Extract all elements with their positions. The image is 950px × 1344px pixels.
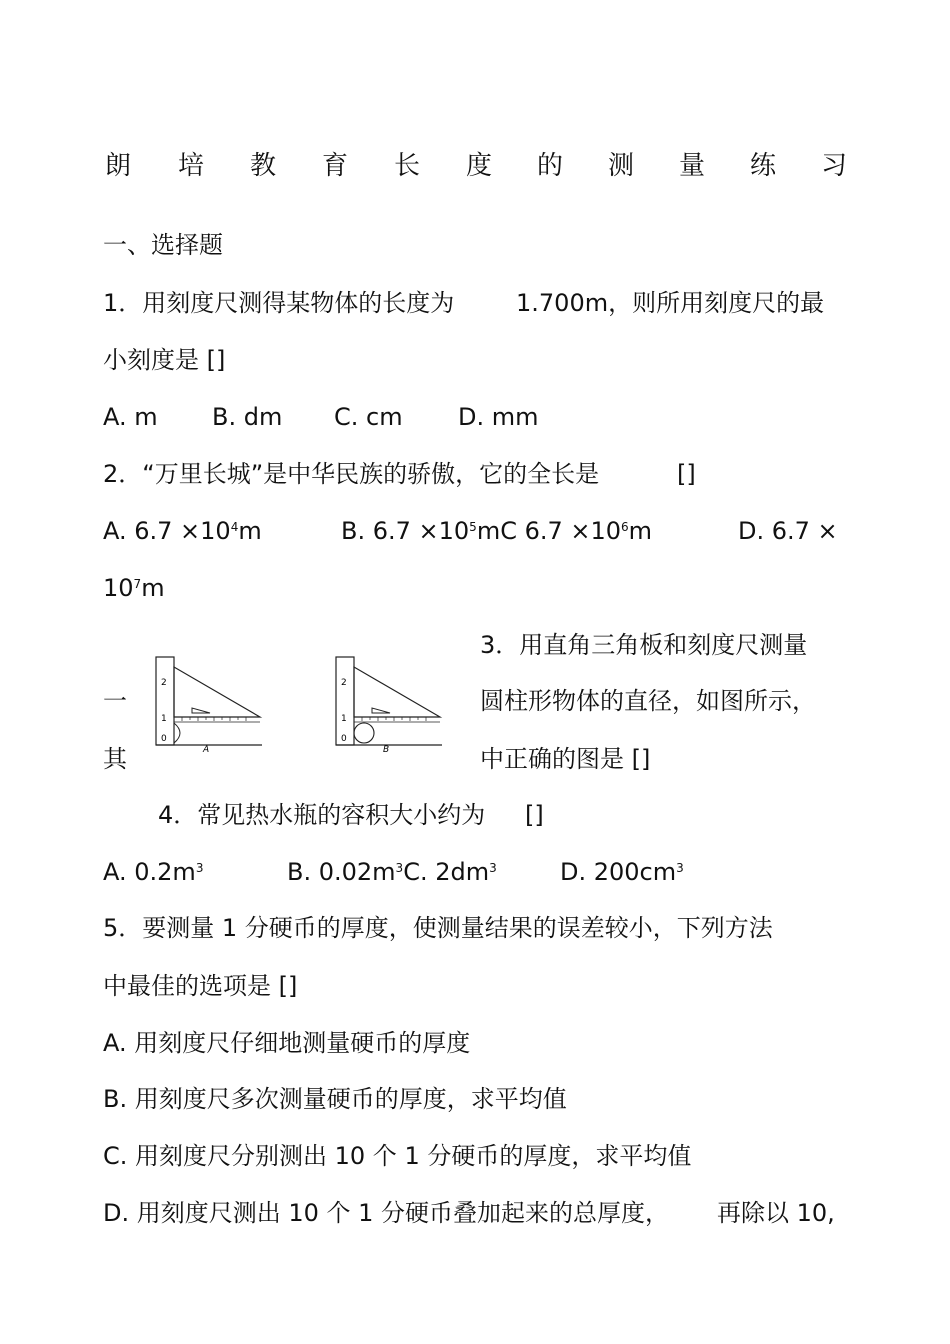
q3-stem-line3: 中正确的图是 [] <box>480 745 651 773</box>
q4-option-b-c <box>287 857 497 887</box>
section-heading: 一、选择题 <box>103 231 223 259</box>
q2-b-base: B. 6.7 ×10 <box>341 517 470 545</box>
q4-b-exp: 3 <box>395 861 404 875</box>
q1-stem-a: 1．用刻度尺测得某物体的长度为 <box>103 289 455 317</box>
fig-a-tick-1: 1 <box>161 714 167 724</box>
title-char: 教 <box>250 151 277 181</box>
q5-option-b: B. 用刻度尺多次测量硬币的厚度，求平均值 <box>103 1085 567 1113</box>
q3-left-char-1: 一 <box>103 687 127 715</box>
title-char: 测 <box>608 151 635 181</box>
q2-c-unit: m <box>628 517 653 545</box>
title-char: 朗 <box>105 151 132 181</box>
q5-option-a: A. 用刻度尺仔细地测量硬币的厚度 <box>103 1029 471 1057</box>
q2-d-base: 10 <box>103 574 134 602</box>
fig-b-tick-2: 2 <box>341 678 347 688</box>
fig-b-tick-1: 1 <box>341 714 347 724</box>
fig-b-label: B <box>383 745 390 755</box>
q4-c-base: C. 2dm <box>403 858 490 886</box>
q1-option-b: B. dm <box>212 403 283 431</box>
q1-option-a: A. m <box>103 403 158 431</box>
q4-bracket: [] <box>525 801 544 829</box>
fig-a-tick-2: 2 <box>161 678 167 688</box>
figure-a <box>150 655 265 755</box>
q4-a-base: A. 0.2m <box>103 858 196 886</box>
q4-stem: 4．常见热水瓶的容积大小约为 <box>158 801 486 829</box>
fig-a-tick-0: 0 <box>161 734 167 744</box>
title-char: 育 <box>322 151 349 181</box>
title-char: 长 <box>394 151 421 181</box>
q2-a-unit: m <box>238 517 262 545</box>
q3-stem-line1: 3．用直角三角板和刻度尺测量 <box>480 631 808 659</box>
q2-option-a <box>103 516 262 546</box>
q4-d-base: D. 200cm <box>560 858 677 886</box>
fig-b-tick-0: 0 <box>341 734 347 744</box>
q5-option-d: D. 用刻度尺测出 10 个 1 分硬币叠加起来的总厚度， <box>103 1199 670 1227</box>
q2-d-exp: 7 <box>133 577 142 591</box>
q2-option-d: D. 6.7 × <box>738 517 838 545</box>
q4-d-exp: 3 <box>676 861 684 875</box>
q2-a-base: A. 6.7 ×10 <box>103 517 231 545</box>
q1-option-d: D. mm <box>458 403 539 431</box>
fig-a-label: A <box>203 745 210 755</box>
q2-bracket: [] <box>677 460 696 488</box>
q2-c-exp: 6 <box>621 520 629 534</box>
title-char: 度 <box>466 151 493 181</box>
q1-option-c: C. cm <box>334 403 403 431</box>
q5-stem-line1: 5．要测量 1 分硬币的厚度，使测量结果的误差较小，下列方法 <box>103 914 773 942</box>
q4-option-d <box>560 857 684 887</box>
q2-stem: 2．“万里长城”是中华民族的骄傲，它的全长是 <box>103 460 600 488</box>
title-char: 练 <box>750 151 777 181</box>
q2-option-b-c <box>341 516 652 546</box>
q2-d-unit: m <box>141 574 165 602</box>
title-char: 习 <box>821 151 848 181</box>
q4-option-a <box>103 857 203 887</box>
title-char: 量 <box>679 151 706 181</box>
q3-stem-line2: 圆柱形物体的直径，如图所示， <box>480 687 816 715</box>
q2-option-d-cont <box>103 573 165 603</box>
q2-b-exp: 5 <box>469 520 477 534</box>
q5-option-d-cont: 再除以 10, <box>717 1199 835 1227</box>
title-char: 培 <box>178 151 205 181</box>
q2-c-base: mC 6.7 ×10 <box>476 517 622 545</box>
title-char: 的 <box>537 151 564 181</box>
q3-left-char-2: 其 <box>103 745 127 773</box>
q1-stem-b: 1.700m，则所用刻度尺的最 <box>516 289 825 317</box>
figure-b <box>330 655 445 755</box>
q2-a-exp: 4 <box>230 520 239 534</box>
q4-a-exp: 3 <box>195 861 204 875</box>
q4-b-base: B. 0.02m <box>287 858 396 886</box>
q5-option-c: C. 用刻度尺分别测出 10 个 1 分硬币的厚度，求平均值 <box>103 1142 692 1170</box>
q4-c-exp: 3 <box>489 861 497 875</box>
q5-stem-line2: 中最佳的选项是 [] <box>103 972 298 1000</box>
q1-stem-line2: 小刻度是 [] <box>103 346 226 374</box>
